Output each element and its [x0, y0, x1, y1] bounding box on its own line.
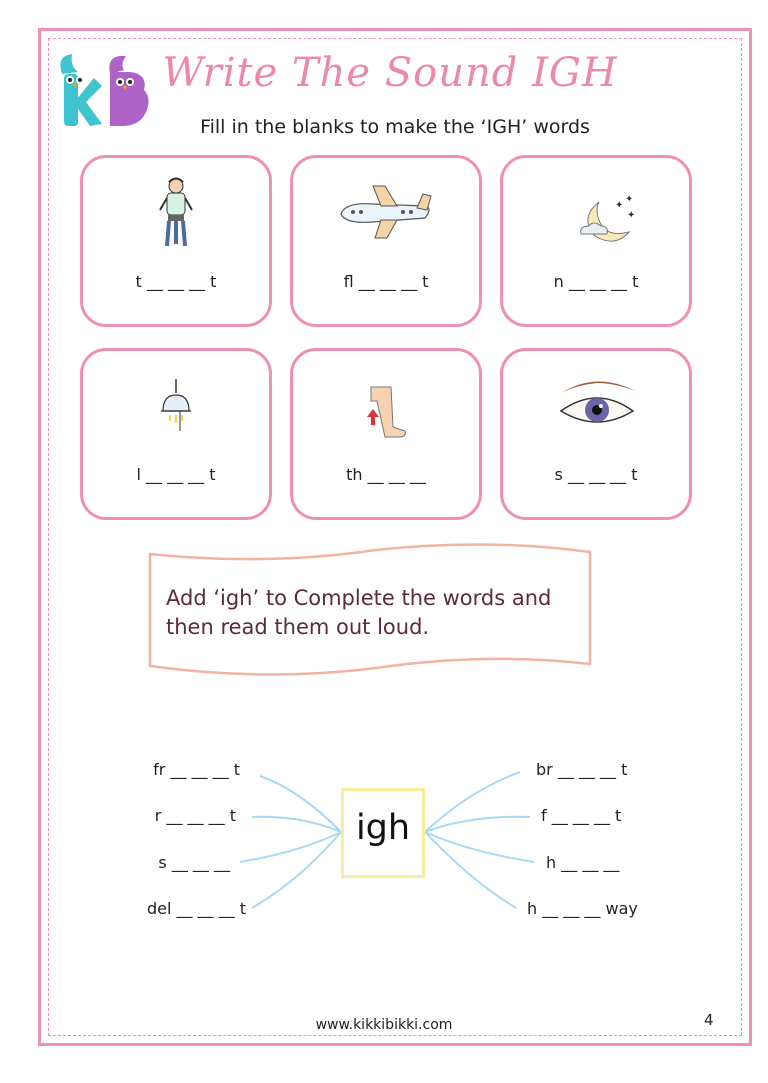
- right-word-1: br __ __ __ t: [536, 760, 628, 779]
- word-blank: s __ __ __ t: [554, 465, 638, 484]
- svg-text:✦: ✦: [625, 194, 634, 205]
- left-word-3: s __ __ __: [158, 853, 230, 872]
- website-link[interactable]: www.kikkibikki.com: [315, 1017, 453, 1033]
- word-blank: fl __ __ __ t: [343, 272, 429, 291]
- word-blank: t __ __ __ t: [135, 272, 217, 291]
- instructions: Fill in the blanks to make the ‘IGH’ words: [200, 116, 590, 138]
- svg-text:✦: ✦: [627, 210, 636, 221]
- left-word-4: del __ __ __ t: [146, 899, 246, 918]
- word-blank: th __ __ __: [346, 465, 426, 484]
- page-title: Write The Sound IGH: [162, 50, 618, 96]
- svg-text:✦: ✦: [615, 200, 624, 211]
- word-blank: l __ __ __ t: [136, 465, 216, 484]
- page-number: 4: [704, 1011, 714, 1029]
- center-sound: igh: [355, 808, 411, 848]
- right-word-2: f __ __ __ t: [541, 806, 622, 825]
- word-blank: n __ __ __ t: [553, 272, 639, 291]
- right-word-3: h __ __ __: [546, 853, 620, 872]
- left-word-1: fr __ __ __ t: [153, 760, 240, 779]
- banner-text: Add ‘igh’ to Complete the words and then read them out loud.: [166, 586, 552, 639]
- right-word-4: h __ __ __ way: [527, 899, 638, 918]
- left-word-2: r __ __ __ t: [154, 806, 236, 825]
